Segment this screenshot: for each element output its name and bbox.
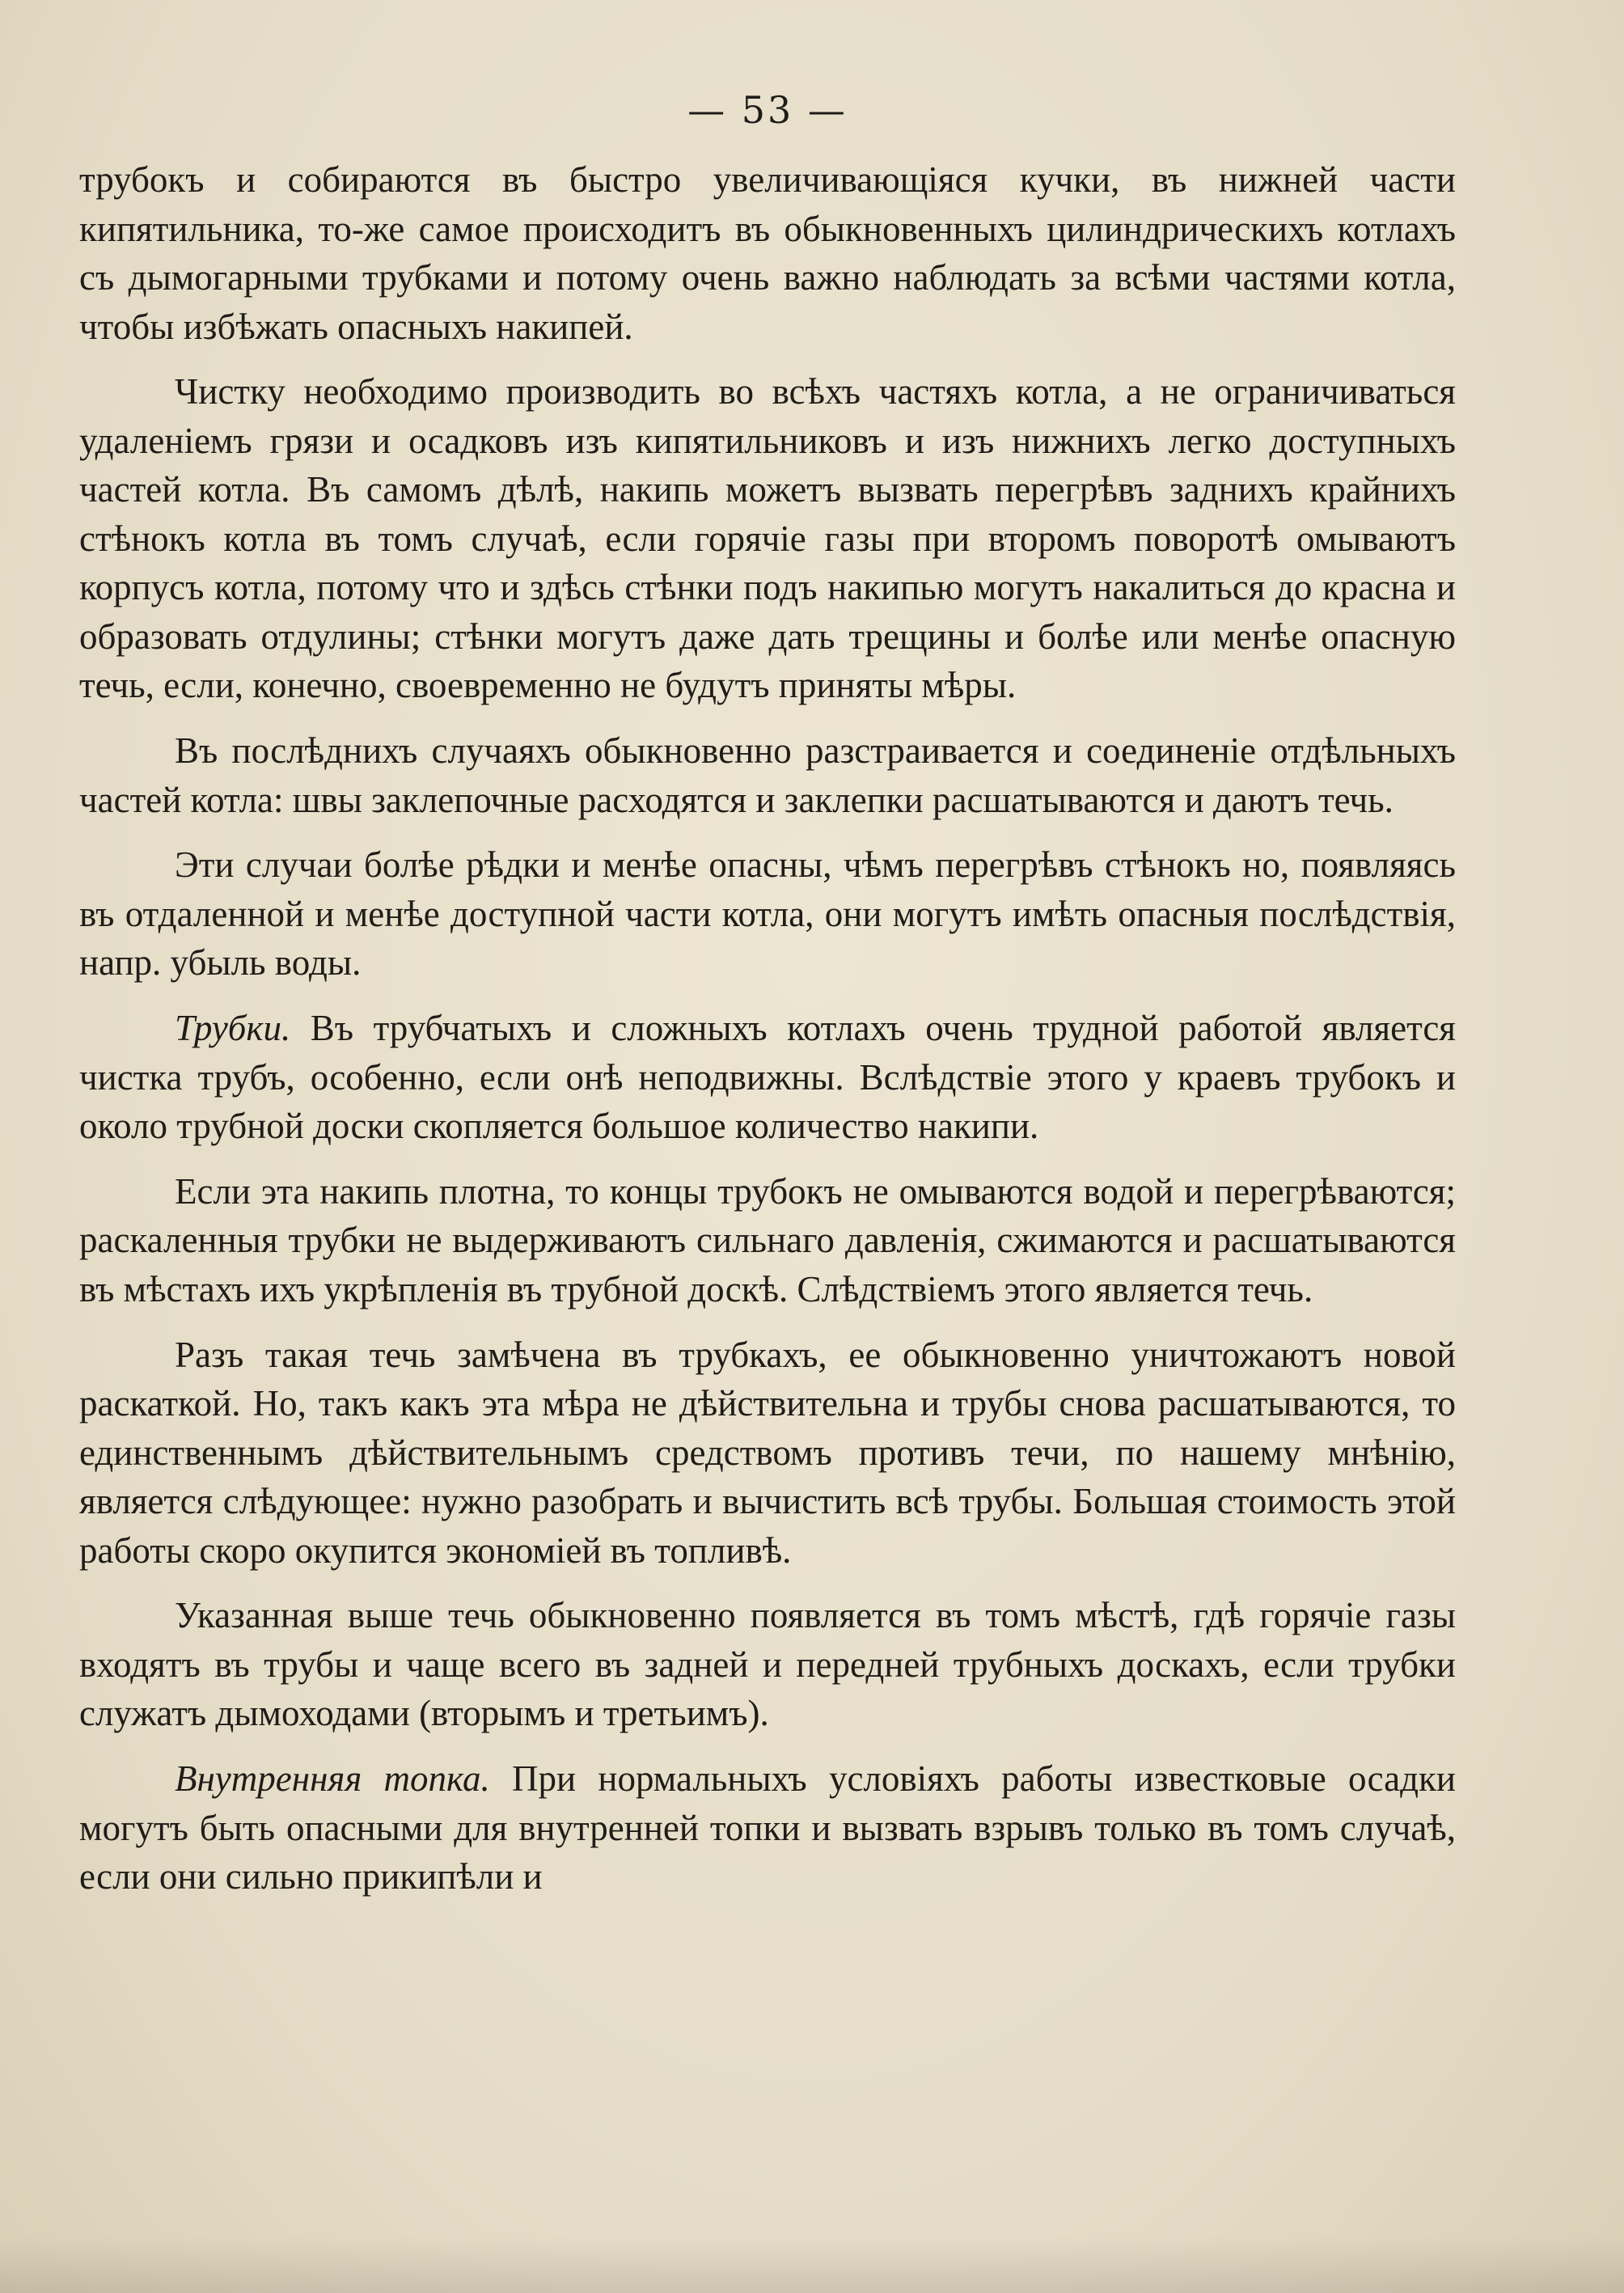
paragraph-5-text: Въ трубчатыхъ и сложныхъ котлахъ очень трудной работой является чистка трубъ, особенно, если онѣ неподвижны. Вслѣдствіе этого у краевъ трубокъ и около трубной доски скопляется большое количество накипи. (79, 1008, 1456, 1146)
section-heading-firebox: Внутренняя топка. (175, 1758, 490, 1799)
paragraph-7: Разъ такая течь замѣчена въ трубкахъ, ее обыкновенно уничтожаютъ новой раскаткой. Но, такъ какъ эта мѣра не дѣйствительна и трубы снова расшатываются, то единственнымъ дѣйствительнымъ средствомъ противъ течи, по нашему мнѣнію, является слѣдующее: нужно разобрать и вычистить всѣ трубы. Большая стоимость этой работы скоро окупится экономіей въ топливѣ. (79, 1334, 1456, 1571)
paragraph-1: трубокъ и собираются въ быстро увеличивающіяся кучки, въ нижней части кипятильника, то-же самое происходитъ въ обыкновенныхъ цилиндрическихъ котлахъ съ дымогарными трубками и потому очень важно наблюдать за всѣми частями котла, чтобы избѣжать опасныхъ накипей. (79, 159, 1456, 347)
page-edge-shadow (0, 2236, 1624, 2293)
paragraph-4: Эти случаи болѣе рѣдки и менѣе опасны, чѣмъ перегрѣвъ стѣнокъ но, появляясь въ отдаленной и менѣе доступной части котла, они могутъ имѣть опасныя послѣдствія, напр. убыль воды. (79, 844, 1456, 984)
paragraph-2: Чистку необходимо производить во всѣхъ частяхъ котла, а не ограничиваться удаленіемъ грязи и осадковъ изъ кипятильниковъ и изъ нижнихъ легко доступныхъ частей котла. Въ самомъ дѣлѣ, накипь можетъ вызвать перегрѣвъ заднихъ крайнихъ стѣнокъ котла въ томъ случаѣ, если горячіе газы при второмъ поворотѣ омываютъ корпусъ котла, потому что и здѣсь стѣнки подъ накипью могутъ накалиться до красна и образовать отдулины; стѣнки могутъ даже дать трещины и болѣе или менѣе опасную течь, если, конечно, своевременно не будутъ приняты мѣры. (79, 371, 1456, 706)
paragraph-8: Указанная выше течь обыкновенно появляется въ томъ мѣстѣ, гдѣ горячіе газы входятъ въ трубы и чаще всего въ задней и передней трубныхъ доскахъ, если трубки служатъ дымоходами (вторымъ и третьимъ). (79, 1595, 1456, 1734)
paragraph-9 (79, 1754, 1456, 1902)
section-heading-tubes: Трубки. (175, 1008, 291, 1048)
page-text (79, 155, 1456, 1902)
paragraph-5 (79, 1004, 1456, 1151)
paragraph-6: Если эта накипь плотна, то концы трубокъ не омываются водой и перегрѣваются; раскаленныя трубки не выдерживаютъ сильнаго давленія, сжимаются и расшатываются въ мѣстахъ ихъ укрѣпленія въ трубной доскѣ. Слѣдствіемъ этого является течь. (79, 1170, 1456, 1309)
page-number: — 53 — (687, 88, 848, 132)
paragraph-9-text: При нормальныхъ условіяхъ работы известковые осадки могутъ быть опасными для внутренней топки и вызвать взрывъ только въ томъ случаѣ, если они сильно прикипѣли и (79, 1758, 1456, 1897)
paragraph-3: Въ послѣднихъ случаяхъ обыкновенно разстраивается и соединеніе отдѣльныхъ частей котла: швы заклепочные расходятся и заклепки расшатываются и даютъ течь. (79, 730, 1456, 820)
